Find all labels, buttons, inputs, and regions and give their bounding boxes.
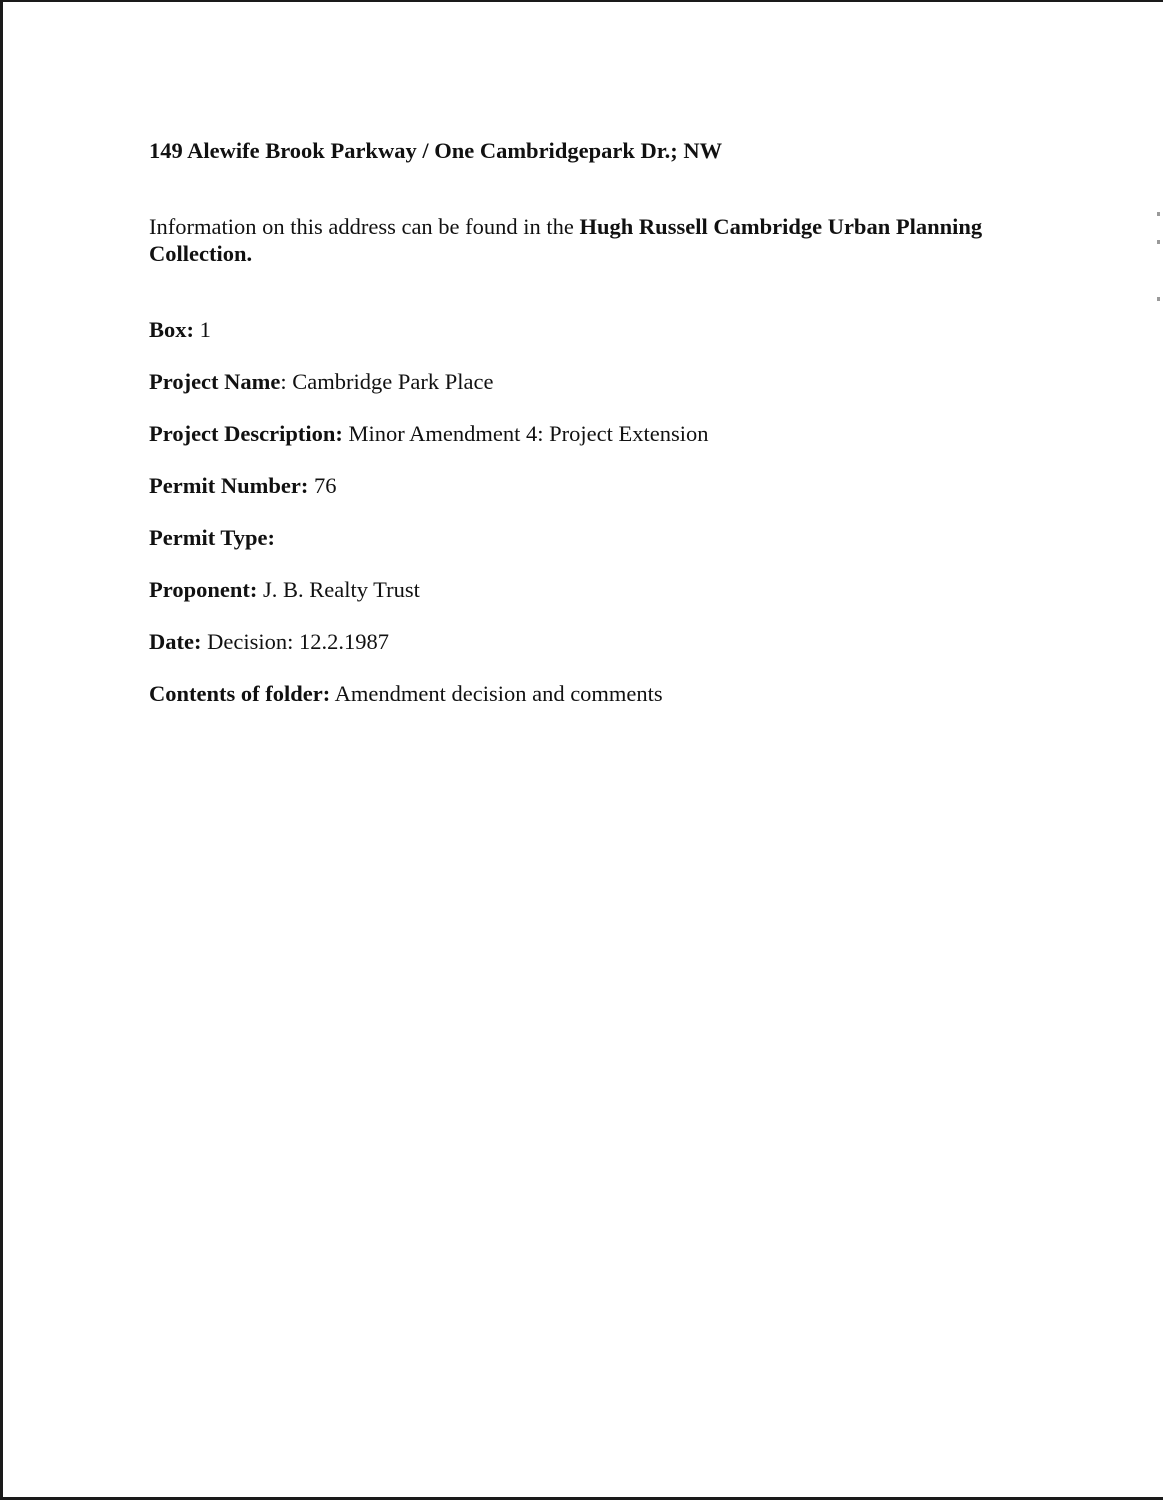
collection-info <box>149 213 1029 267</box>
field-label: Proponent: <box>149 577 258 602</box>
field-value: J. B. Realty Trust <box>262 577 420 602</box>
field-value: 1 <box>199 317 211 342</box>
document-body <box>149 137 1029 707</box>
field-proponent <box>149 576 1029 603</box>
collection-name: Hugh Russell Cambridge Urban Planning Collection. <box>149 214 983 266</box>
scan-speck <box>1157 212 1160 216</box>
field-project-description <box>149 420 1029 447</box>
field-permit-type <box>149 524 1029 551</box>
scan-speck <box>1157 240 1160 244</box>
field-contents-of-folder <box>149 680 1029 707</box>
field-value: 76 <box>313 473 337 498</box>
field-value: : Cambridge Park Place <box>280 369 494 394</box>
field-label: Project Description: <box>149 421 343 446</box>
field-label: Project Name <box>149 369 281 394</box>
field-label: Contents of folder: <box>149 681 331 706</box>
field-value: Decision: 12.2.1987 <box>207 629 389 654</box>
field-box <box>149 316 1029 343</box>
field-value: Minor Amendment 4: Project Extension <box>348 421 709 446</box>
field-permit-number <box>149 472 1029 499</box>
address-heading: 149 Alewife Brook Parkway / One Cambridgepark Dr.; NW <box>149 138 723 163</box>
field-value: Amendment decision and comments <box>334 681 663 706</box>
field-project-name <box>149 368 1029 395</box>
field-label: Box: <box>149 317 194 342</box>
field-label: Date: <box>149 629 202 654</box>
field-label: Permit Number: <box>149 473 309 498</box>
info-text: Information on this address can be found in the <box>149 214 580 239</box>
field-date <box>149 628 1029 655</box>
scan-speck <box>1157 297 1160 301</box>
field-label: Permit Type: <box>149 525 276 550</box>
